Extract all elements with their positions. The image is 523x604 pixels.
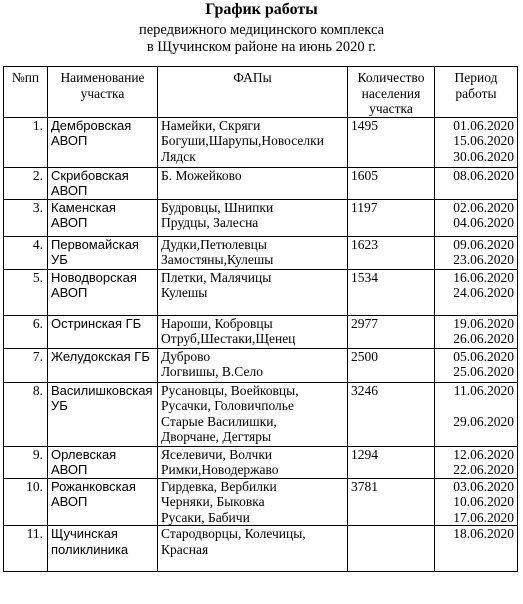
site-name-line: Василишковская xyxy=(51,382,153,398)
site-name-line: Скрибовская xyxy=(51,167,129,183)
table-row xyxy=(4,478,518,526)
fap-line: Логвишы, В.Село xyxy=(161,364,263,379)
row-number: 7. xyxy=(4,348,48,382)
fap-line: Старые Василишки, xyxy=(161,413,277,429)
site-name xyxy=(48,526,158,572)
table-row xyxy=(4,117,518,167)
fap-line: Нароши, Кобровцы xyxy=(161,315,273,331)
site-name xyxy=(48,382,158,446)
row-number: 8. xyxy=(4,382,48,446)
work-period xyxy=(435,348,518,382)
work-period xyxy=(435,117,518,167)
fap-line: Прудцы, Залесна xyxy=(161,215,259,230)
fap-line: Кулешы xyxy=(161,285,208,300)
fap-line: Яселевичи, Волчки xyxy=(161,446,273,462)
table-row xyxy=(4,526,518,572)
fap-line: Лядск xyxy=(161,148,196,164)
fap-list xyxy=(158,315,348,348)
population-value: 2977 xyxy=(348,315,435,348)
work-date: 01.06.2020 xyxy=(453,117,514,133)
work-period xyxy=(435,269,518,315)
header-num: №пп xyxy=(4,67,48,118)
site-name xyxy=(48,167,158,199)
site-name-line: УБ xyxy=(51,252,68,267)
work-date: 24.06.2020 xyxy=(453,285,514,300)
site-name-line: АВОП xyxy=(51,285,88,300)
document-title: График работы xyxy=(205,1,318,18)
population-value: 1623 xyxy=(348,236,435,269)
fap-line: Будровцы, Шнипки xyxy=(161,199,274,215)
table-row xyxy=(4,269,518,315)
fap-line: Б. Можейково xyxy=(161,167,242,183)
work-date: 08.06.2020 xyxy=(453,167,514,183)
site-name-line: АВОП xyxy=(51,133,88,148)
fap-list xyxy=(158,446,348,478)
table-row xyxy=(4,167,518,199)
row-number: 10. xyxy=(4,478,48,526)
site-name-line: Желудокская ГБ xyxy=(51,348,150,364)
work-date: 23.06.2020 xyxy=(453,252,514,267)
fap-line: Черняки, Быковка xyxy=(161,494,265,509)
row-number: 2. xyxy=(4,167,48,199)
site-name-line: Новодворская xyxy=(51,269,137,285)
fap-line: Русачки, Головичполье xyxy=(161,398,294,413)
site-name-line: УБ xyxy=(51,398,68,413)
work-date: 30.06.2020 xyxy=(453,148,514,164)
site-name xyxy=(48,348,158,382)
fap-line: Дуброво xyxy=(161,348,211,364)
work-period xyxy=(435,315,518,348)
fap-list xyxy=(158,117,348,167)
site-name-line: Щучинская xyxy=(51,526,118,541)
work-period xyxy=(435,446,518,478)
work-period xyxy=(435,526,518,572)
fap-list xyxy=(158,236,348,269)
fap-line: Богуши,Шарупы,Новоселки xyxy=(161,133,324,148)
site-name-line: АВОП xyxy=(51,494,88,509)
population-value: 1495 xyxy=(348,117,435,167)
header-period: Период работы xyxy=(435,67,518,118)
fap-list xyxy=(158,526,348,572)
work-date: 25.06.2020 xyxy=(453,364,514,379)
site-name-line: Рожанковская xyxy=(51,478,136,494)
schedule-table xyxy=(3,66,518,572)
fap-list xyxy=(158,382,348,446)
fap-line: Русаки, Бабичи xyxy=(161,509,250,525)
document-subtitle-line-1: передвижного медицинского комплекса xyxy=(138,22,385,38)
site-name-line: АВОП xyxy=(51,183,88,198)
row-number: 3. xyxy=(4,199,48,236)
site-name xyxy=(48,117,158,167)
work-date: 29.06.2020 xyxy=(453,413,514,429)
row-number: 11. xyxy=(4,526,48,572)
table-row xyxy=(4,236,518,269)
work-date: 12.06.2020 xyxy=(453,446,514,462)
table-header-row xyxy=(4,67,518,118)
population-value: 1534 xyxy=(348,269,435,315)
table-row xyxy=(4,199,518,236)
table-row xyxy=(4,348,518,382)
work-date: 11.06.2020 xyxy=(453,382,514,398)
site-name xyxy=(48,446,158,478)
site-name-line: поликлиника xyxy=(51,541,129,557)
work-date: 26.06.2020 xyxy=(453,331,514,346)
site-name xyxy=(48,478,158,526)
population-value: 2500 xyxy=(348,348,435,382)
work-period xyxy=(435,478,518,526)
site-name-line: Остринская ГБ xyxy=(51,315,142,331)
work-date: 10.06.2020 xyxy=(453,494,514,509)
site-name-line: АВОП xyxy=(51,215,88,230)
fap-list xyxy=(158,269,348,315)
population-value: 3781 xyxy=(348,478,435,526)
work-period xyxy=(435,167,518,199)
fap-list xyxy=(158,167,348,199)
work-period xyxy=(435,236,518,269)
site-name-line: АВОП xyxy=(51,462,88,477)
work-date: 09.06.2020 xyxy=(453,236,514,252)
fap-line: Русановцы, Воейковцы, xyxy=(161,382,299,398)
work-date: 02.06.2020 xyxy=(453,199,514,215)
fap-line: Римки,Новодержаво xyxy=(161,462,279,477)
row-number: 6. xyxy=(4,315,48,348)
work-period xyxy=(435,382,518,446)
site-name-line: Орлевская xyxy=(51,446,117,462)
fap-line: Дудки,Петюлевцы xyxy=(161,236,267,252)
fap-list xyxy=(158,478,348,526)
fap-line: Намейки, Скряги xyxy=(161,117,261,133)
work-date: 19.06.2020 xyxy=(453,315,514,331)
header-faps: ФАПы xyxy=(158,67,348,118)
fap-line: Стародворцы, Колечицы, xyxy=(161,526,306,541)
row-number: 9. xyxy=(4,446,48,478)
fap-line: Красная xyxy=(161,541,209,557)
site-name xyxy=(48,315,158,348)
site-name xyxy=(48,199,158,236)
site-name-line: Дембровская xyxy=(51,117,132,133)
work-date: 03.06.2020 xyxy=(453,478,514,494)
row-number: 4. xyxy=(4,236,48,269)
header-name: Наименование участка xyxy=(48,67,158,118)
fap-line: Дворчане, Дегтяры xyxy=(161,429,272,444)
site-name-line: Первомайская xyxy=(51,236,139,252)
site-name xyxy=(48,236,158,269)
header-population: Количество населения участка xyxy=(348,67,435,118)
population-value: 1294 xyxy=(348,446,435,478)
population-value: 1197 xyxy=(348,199,435,236)
document-subtitle-line-2: в Щучинском районе на июнь 2020 г. xyxy=(146,39,377,55)
fap-list xyxy=(158,348,348,382)
population-value: 3246 xyxy=(348,382,435,446)
work-date: 16.06.2020 xyxy=(453,269,514,285)
population-value: 1605 xyxy=(348,167,435,199)
work-date: 18.06.2020 xyxy=(453,526,514,541)
fap-line: Замостяны,Кулешы xyxy=(161,252,274,267)
row-number: 1. xyxy=(4,117,48,167)
fap-list xyxy=(158,199,348,236)
row-number: 5. xyxy=(4,269,48,315)
work-date: 15.06.2020 xyxy=(453,133,514,148)
table-row xyxy=(4,315,518,348)
site-name xyxy=(48,269,158,315)
table-row xyxy=(4,446,518,478)
site-name-line: Каменская xyxy=(51,199,116,215)
work-date: 05.06.2020 xyxy=(453,348,514,364)
table-row xyxy=(4,382,518,446)
population-value xyxy=(348,526,435,572)
work-period xyxy=(435,199,518,236)
work-date: 04.06.2020 xyxy=(453,215,514,230)
fap-line: Гирдевка, Вербилки xyxy=(161,478,277,494)
work-date: 22.06.2020 xyxy=(453,462,514,477)
fap-line: Плетки, Малячицы xyxy=(161,269,272,285)
work-date: 17.06.2020 xyxy=(453,509,514,525)
fap-line: Отруб,Шестаки,Щенец xyxy=(161,331,296,346)
